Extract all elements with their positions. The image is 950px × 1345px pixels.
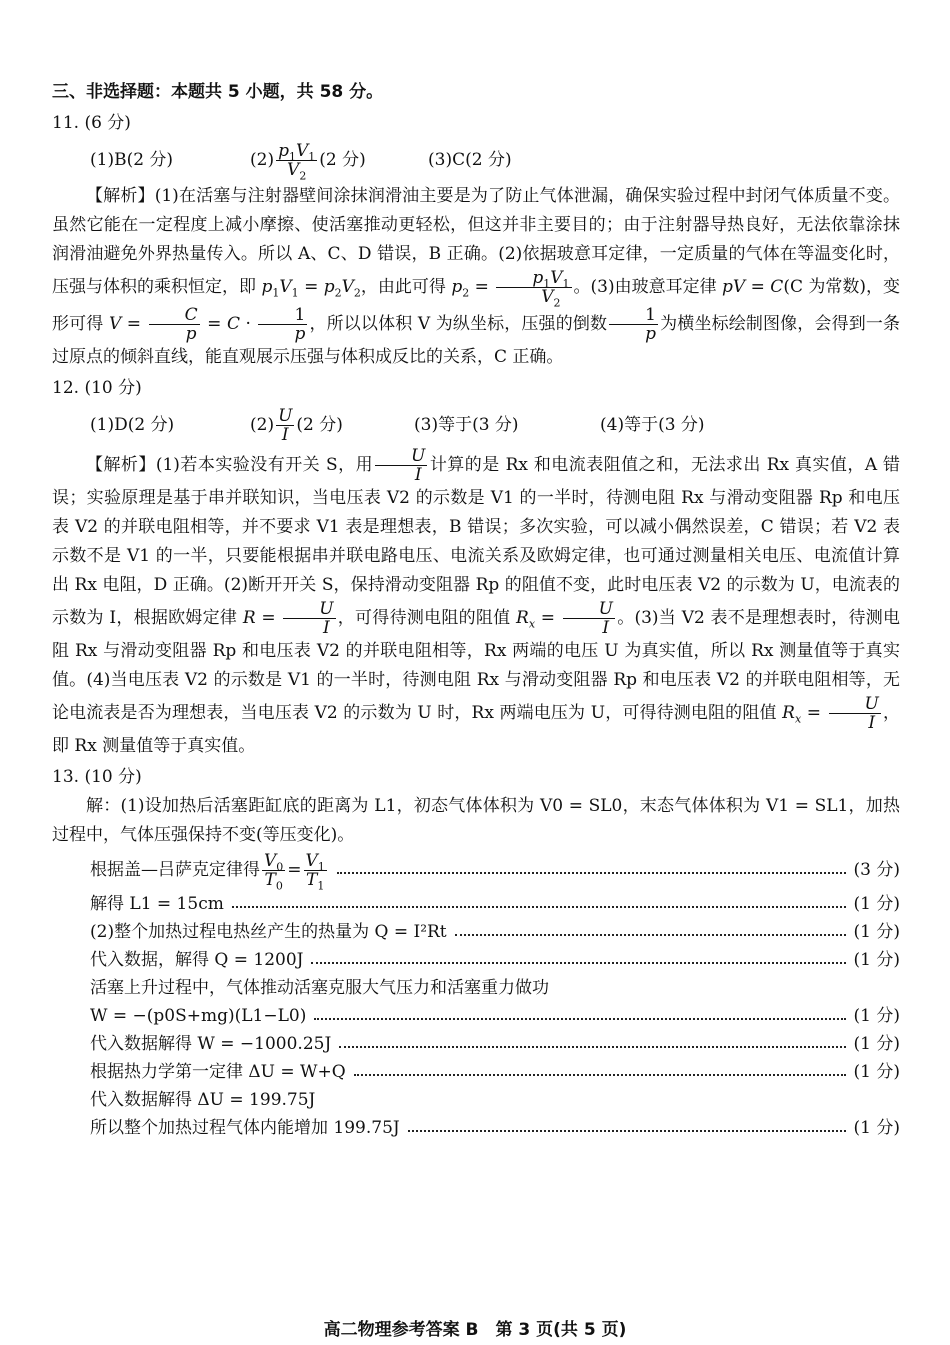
q12-analysis-tag: 【解析】 <box>86 455 156 475</box>
q12-answer-4: (4)等于(3 分) <box>600 414 705 435</box>
q11-answer-2: (2) $\frac{p_1V_1}{V_2}$ (2 分) <box>250 140 366 182</box>
q13-step-10: 所以整个加热过程气体内能增加 199.75J (1 分) <box>90 1117 900 1138</box>
q11-answer-2-fraction: $\frac{p_1V_1}{V_2}$ <box>278 140 316 182</box>
leader-dots <box>408 1130 846 1132</box>
q13-header: 13. (10 分) <box>52 767 142 787</box>
q12-answer-1: (1)D(2 分) <box>90 414 175 435</box>
q13-steps <box>52 850 900 1142</box>
q11-header: 11. (6 分) <box>52 113 131 133</box>
answer-page <box>52 78 900 1142</box>
q11-p2-fraction: $\frac{p_1V_1}{V_2}$ <box>496 269 571 306</box>
q11-answer-3: (3)C(2 分) <box>428 149 512 170</box>
q13-step-9: 代入数据解得 ΔU = 199.75J <box>90 1089 316 1110</box>
leader-dots <box>232 906 846 908</box>
q13-step-6: W = −(p0S+mg)(L1−L0) (1 分) <box>90 1005 900 1026</box>
leader-dots <box>311 962 845 964</box>
q13-step-7: 代入数据解得 W = −1000.25J (1 分) <box>90 1033 900 1054</box>
leader-dots <box>337 872 846 874</box>
q12-answer-2: (2) $\frac{U}{I}$ (2 分) <box>250 405 343 445</box>
q13-intro: 解：(1)设加热后活塞距缸底的距离为 L1，初态气体体积为 V0 = SL0，末态气体体积为 V1 = SL1，加热过程中，气体压强保持不变(等压变化)。 <box>52 796 900 845</box>
leader-dots <box>314 1018 845 1020</box>
q13-step-5: 活塞上升过程中，气体推动活塞克服大气压力和活塞重力做功 <box>90 977 549 998</box>
q11-analysis-tag: 【解析】 <box>86 186 155 206</box>
q13-step-1: 根据盖—吕萨克定律得 $\frac{V_0}{T_0}$ = $\frac{V_1}{T_1}$ (3 分) <box>90 850 900 892</box>
page-footer: 高二物理参考答案 B 第 3 页(共 5 页) <box>323 1320 627 1340</box>
q11-analysis: 【解析】(1)在活塞与注射器壁间涂抹润滑油主要是为了防止气体泄漏，确保实验过程中封闭气体质量不变。虽然它能在一定程度上减小摩擦、使活塞推动更轻松，但这并非主要目的；由于注射器导热良好，无法依靠涂抹润滑油避免外界热量传入。所以 A、C、D 错误，B 正确。(2)依据玻意耳定律，一定质量的气体在等温变化时，压强与体积的乘积恒定，即 $p_1V_1 = p_2V_2$，由此可得 $p_2$ = $\frac{p_1V_1}{V_2}$ 。(3)由玻意耳定律 pV = C(C 为常数)，变形可得 V = $\frac{C}{p}$ = C · $\frac{1}{p}$ ，所以以体积 V 为纵坐标，压强的倒数 $\frac{1}{p}$ 为横坐标绘制图像，会得到一条过原点的倾斜直线，能直观展示压强与体积成反比的关系，C 正确。 <box>52 186 901 367</box>
q12-answers <box>52 403 900 447</box>
q12-answer-3: (3)等于(3 分) <box>414 414 519 435</box>
q12-analysis: 【解析】(1)若本实验没有开关 S，用 $\frac{U}{I}$ 计算的是 Rx 和电流表阻值之和，无法求出 Rx 真实值，A 错误；实验原理是基于串并联知识，当电压表 V2 的示数是 V1 的一半时，待测电阻 Rx 与滑动变阻器 Rp 和电压表 V2 的并联电阻相等，并不要求 V1 表是理想表，B 错误；多次实验，可以减小偶然误差，C 错误；若 V2 表示数不是 V1 的一半，只要能根据串并联电路电压、电流关系及欧姆定律，也可通过测量相关电压、电流值计算出 Rx 电阻，D 正确。(2)断开开关 S，保持滑动变阻器 Rp 的阻值不变，此时电压表 V2 的示数为 U，电流表的示数为 I，根据欧姆定律 R = $\frac{U}{I}$ ，可得待测电阻的阻值 $R_x$ = $\frac{U}{I}$ 。(3)当 V2 表不是理想表时，待测电阻 Rx 与滑动变阻器 Rp 和电压表 V2 的并联电阻相等，Rx 两端的电压 U 为真实值，所以 Rx 测量值等于真实值。(4)当电压表 V2 的示数是 V1 的一半时，待测电阻 Rx 与滑动变阻器 Rp 和电压表 V2 的并联电阻相等，无论电流表是否为理想表，当电压表 V2 的示数为 U 时，Rx 两端电压为 U，可得待测电阻的阻值 $R_x$ = $\frac{U}{I}$ ，即 Rx 测量值等于真实值。 <box>52 446 900 756</box>
q13-step-4: 代入数据，解得 Q = 1200J (1 分) <box>90 949 900 970</box>
leader-dots <box>339 1046 845 1048</box>
q13-step-3: (2)整个加热过程电热丝产生的热量为 Q = I²Rt (1 分) <box>90 921 900 942</box>
leader-dots <box>455 934 846 936</box>
q11-answers <box>52 138 900 182</box>
q13-step-2: 解得 L1 = 15cm (1 分) <box>90 893 900 914</box>
q12-header: 12. (10 分) <box>52 378 142 398</box>
q11-answer-1: (1)B(2 分) <box>90 149 174 170</box>
q13-step-1-score: (3 分) <box>853 859 900 880</box>
section-title: 三、非选择题：本题共 5 小题，共 58 分。 <box>52 82 384 102</box>
leader-dots <box>354 1074 846 1076</box>
q13-step-8: 根据热力学第一定律 ΔU = W+Q (1 分) <box>90 1061 900 1082</box>
